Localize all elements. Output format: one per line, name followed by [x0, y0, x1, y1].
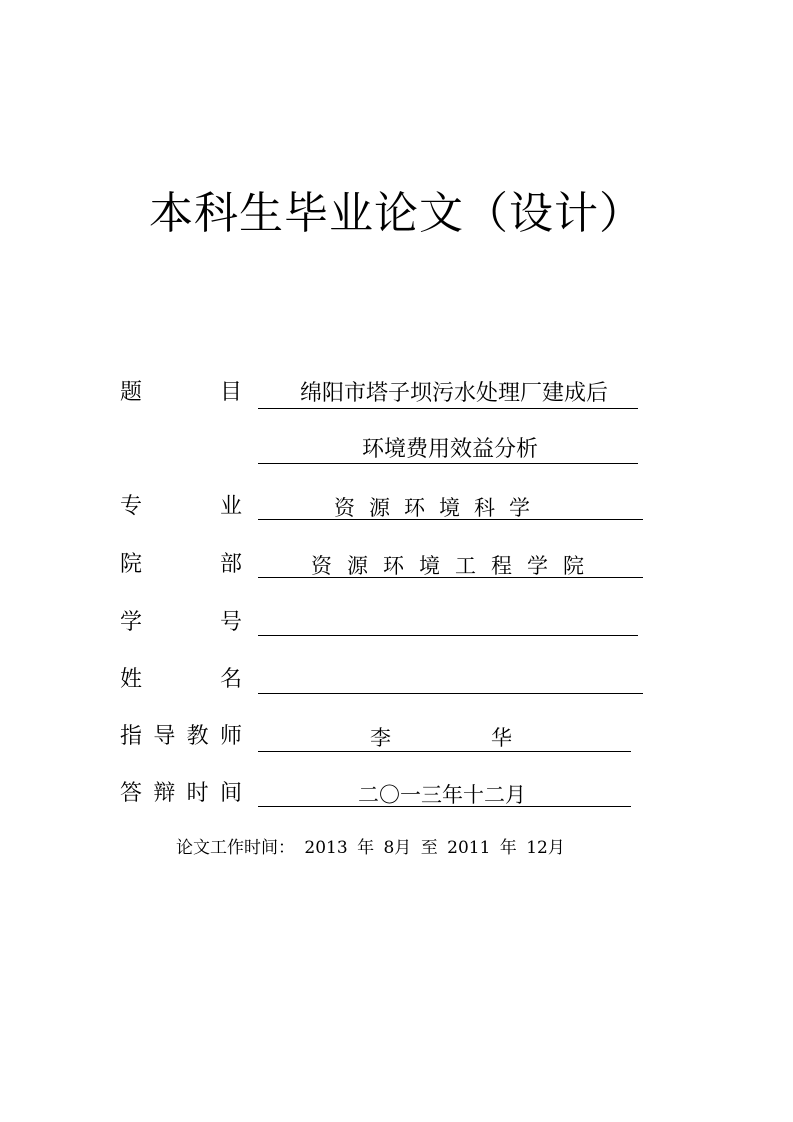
work-period-end-year: 2011	[447, 838, 491, 858]
defense-time-label	[120, 779, 242, 809]
advisor-surname: 李	[370, 726, 391, 750]
school-label	[120, 550, 242, 580]
defense-time-label-char: 答	[120, 781, 143, 806]
work-period	[176, 834, 569, 862]
major-label	[120, 492, 242, 522]
student-id-label-char: 学	[120, 610, 143, 635]
name-label	[120, 665, 242, 695]
major-value: 资源环境科学	[334, 496, 544, 520]
defense-time-label-char: 时	[186, 781, 209, 806]
work-period-year-unit: 年	[499, 838, 517, 858]
advisor-underline	[258, 751, 631, 752]
advisor-label-char: 教	[186, 724, 209, 749]
topic-line-1: 绵阳市塔子坝污水处理厂建成后	[300, 381, 609, 406]
name-label-char: 姓	[120, 667, 143, 692]
advisor-given-name: 华	[491, 726, 512, 750]
defense-time-label-char: 间	[219, 781, 242, 806]
defense-time-value: 二〇一三年十二月	[358, 783, 526, 807]
advisor-label-char: 师	[219, 724, 242, 749]
school-label-char: 部	[219, 552, 242, 577]
student-id-underline	[258, 635, 638, 636]
advisor-label-char: 导	[153, 724, 176, 749]
major-label-char: 业	[219, 494, 242, 519]
major-label-char: 专	[120, 494, 143, 519]
major-underline	[258, 519, 643, 520]
work-period-end-month: 12月	[526, 838, 565, 858]
document-title: 本科生毕业论文（设计）	[149, 188, 644, 239]
work-period-start-year: 2013	[304, 838, 348, 858]
topic-line-2: 环境费用效益分析	[362, 437, 539, 462]
work-period-year-unit: 年	[357, 838, 375, 858]
student-id-label	[120, 608, 242, 638]
topic-underline-2	[258, 463, 638, 464]
school-value: 资源环境工程学院	[311, 554, 599, 578]
advisor-label-char: 指	[120, 724, 143, 749]
advisor-label	[120, 722, 242, 752]
student-id-label-char: 号	[219, 610, 242, 635]
topic-label-char: 题	[120, 380, 143, 405]
work-period-to: 至	[420, 838, 438, 858]
name-label-char: 名	[219, 667, 242, 692]
topic-label	[120, 378, 242, 408]
defense-time-underline	[258, 806, 631, 807]
name-underline	[258, 693, 643, 694]
work-period-start-month: 8月	[383, 838, 412, 858]
topic-label-char: 目	[219, 380, 242, 405]
school-underline	[258, 577, 643, 578]
defense-time-label-char: 辩	[153, 781, 176, 806]
work-period-label: 论文工作时间：	[176, 838, 295, 858]
school-label-char: 院	[120, 552, 143, 577]
topic-underline-1	[258, 408, 638, 409]
